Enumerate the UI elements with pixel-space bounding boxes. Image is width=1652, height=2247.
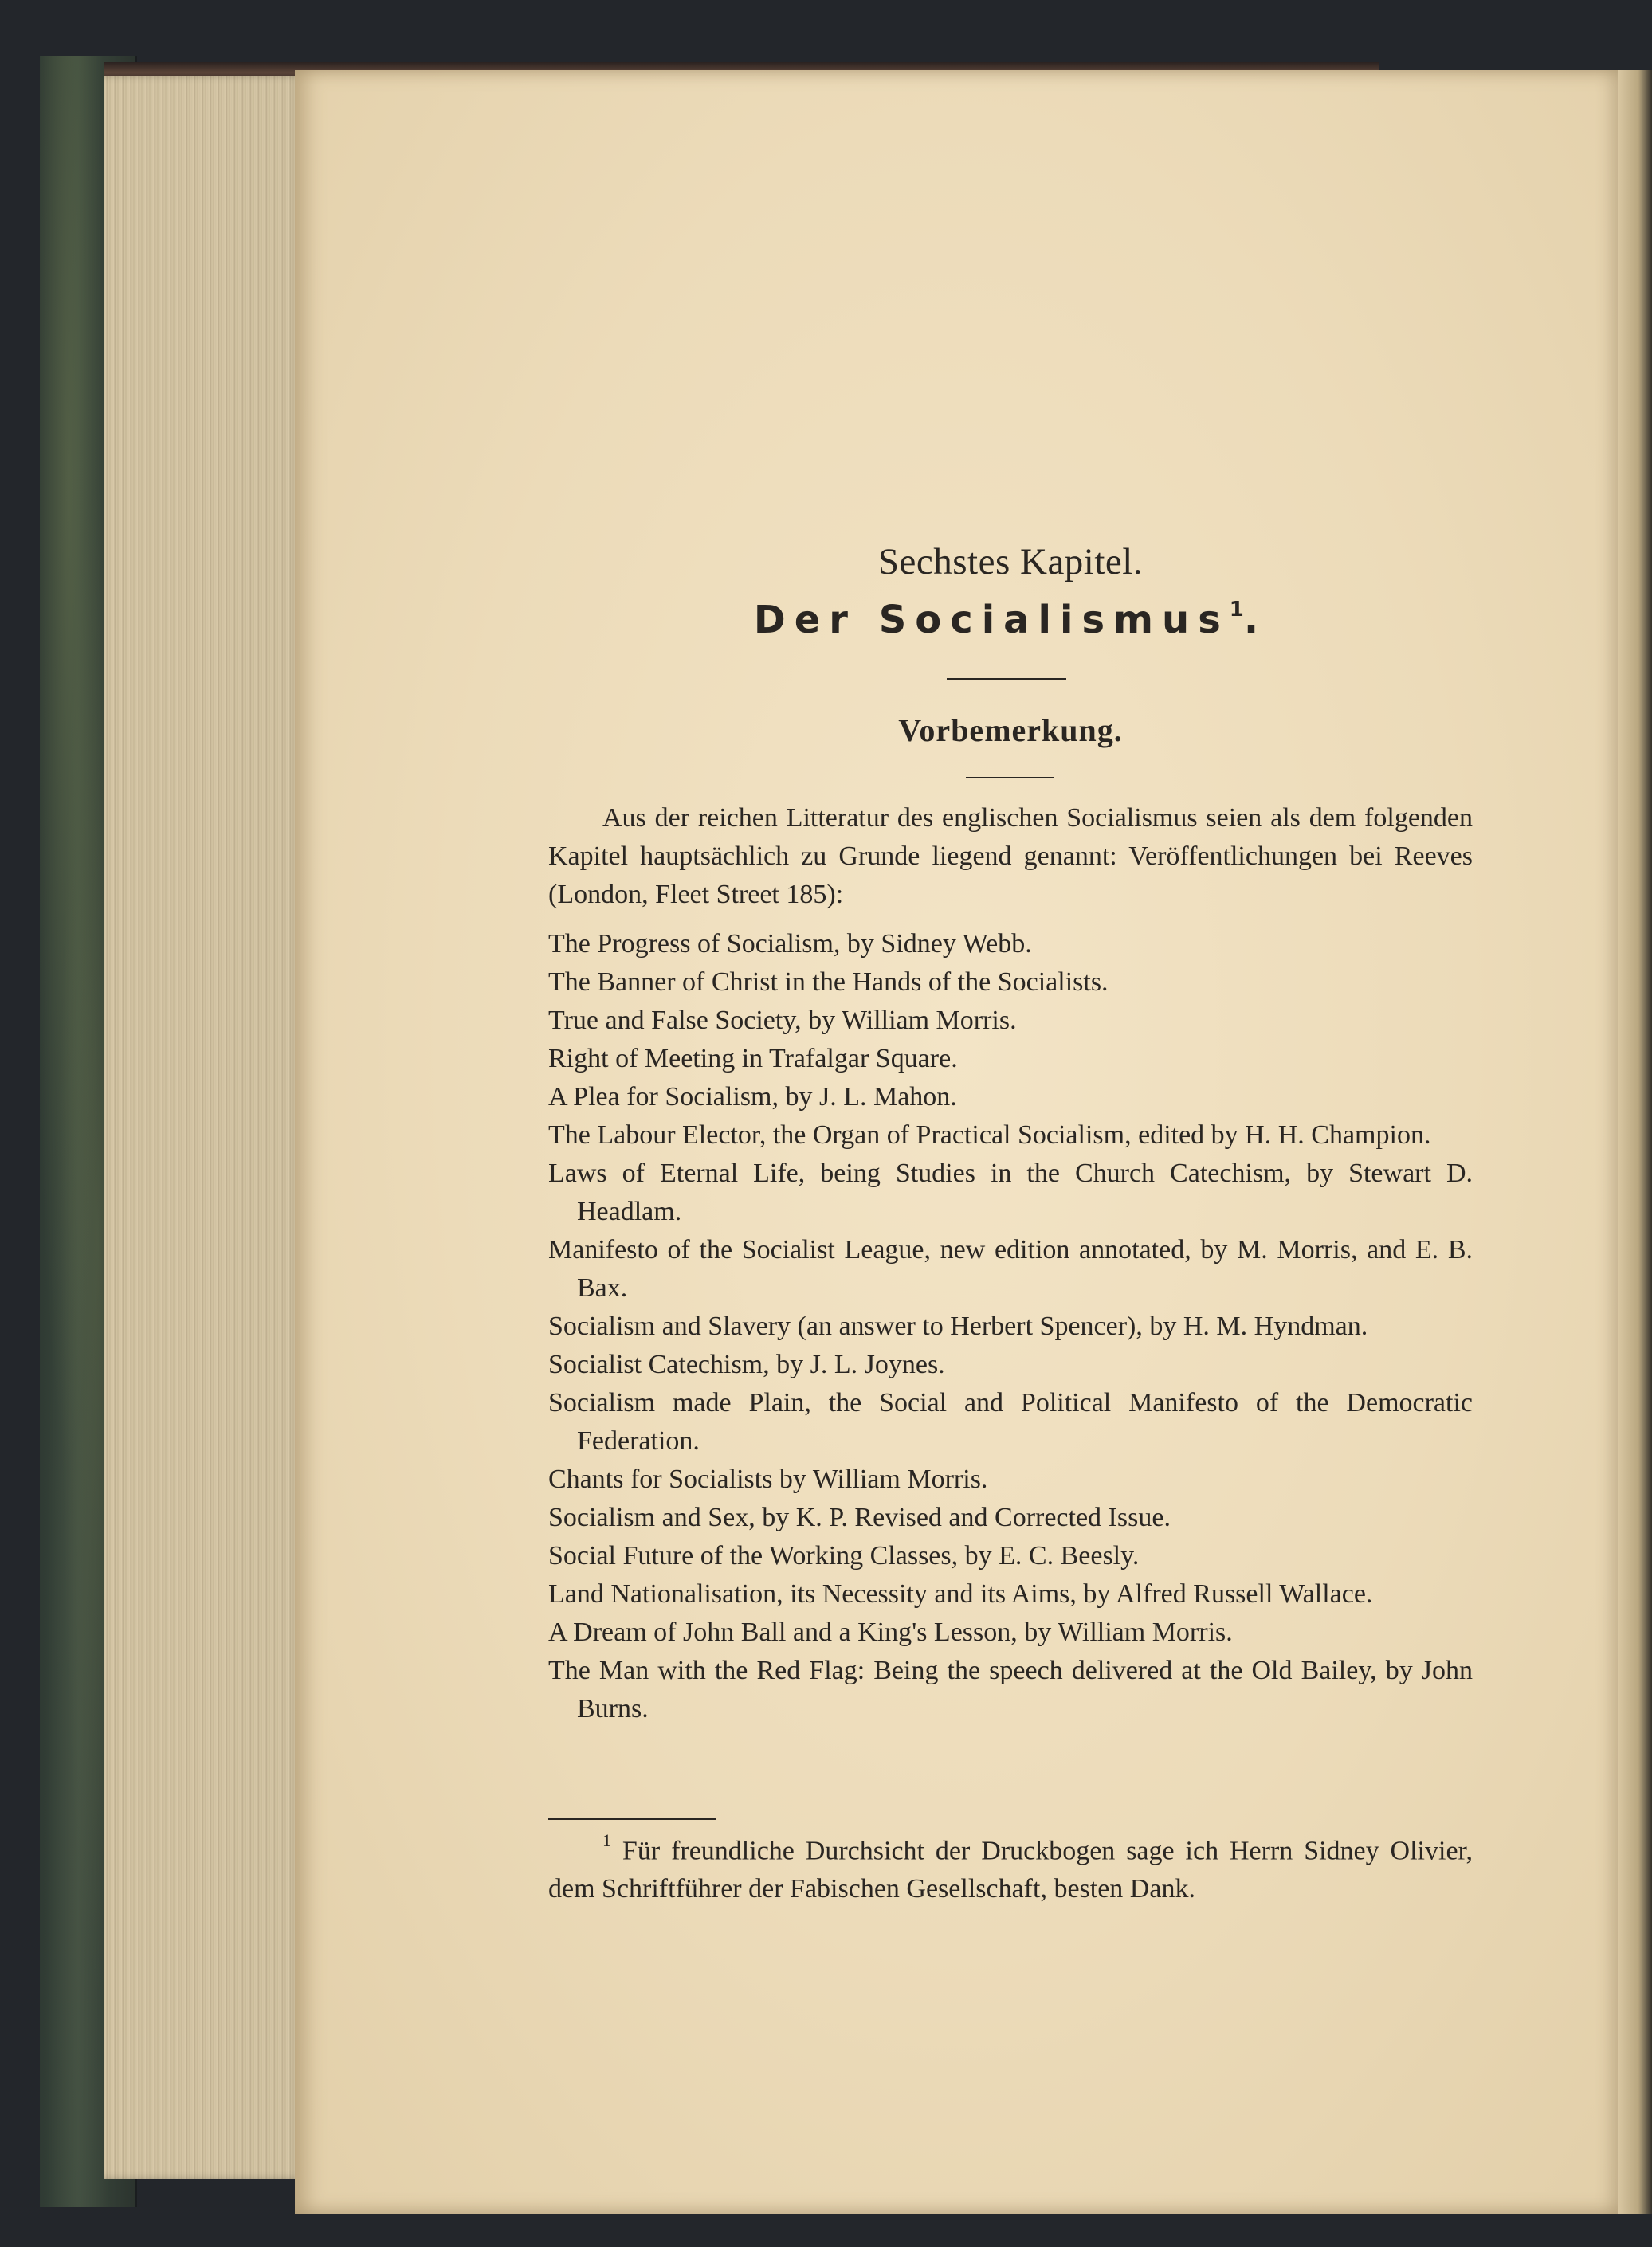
chapter-title-period: .: [1243, 598, 1268, 642]
footnote-text: Für freundliche Durchsicht der Druckbogen sage ich Herrn Sidney Olivier, dem Schriftführer der Fabischen Gesellschaft, besten Dank.: [548, 1836, 1473, 1904]
chapter-heading: Sechstes Kapitel.: [877, 541, 1144, 582]
reference-item: A Dream of John Ball and a King's Lesson, by William Morris.: [548, 1618, 1233, 1647]
reference-item: The Banner of Christ in the Hands of the Socialists.: [548, 967, 1109, 997]
reference-item: Manifesto of the Socialist League, new edition annotated, by M. Morris, and E. B. Bax.: [548, 1235, 1473, 1303]
footnote-rule: [548, 1818, 716, 1820]
reference-item: Socialism and Sex, by K. P. Revised and Corrected Issue.: [548, 1503, 1171, 1532]
reference-item: The Man with the Red Flag: Being the speech delivered at the Old Bailey, by John Burns.: [548, 1656, 1473, 1723]
reference-item: The Labour Elector, the Organ of Practical Socialism, edited by H. H. Champion.: [548, 1120, 1431, 1150]
page-edges: [104, 76, 303, 2179]
section-heading: Vorbemerkung.: [898, 712, 1123, 748]
footnote-reference: 1: [1229, 598, 1244, 622]
footnote: [548, 1825, 1473, 1908]
reference-item: Socialism made Plain, the Social and Political Manifesto of the Democratic Federation.: [548, 1388, 1473, 1456]
reference-item: Socialist Catechism, by J. L. Joynes.: [548, 1350, 945, 1379]
intro-paragraph: Aus der reichen Litteratur des englischen Socialismus seien als dem folgenden Kapitel hauptsächlich zu Grunde liegend genannt: Veröffentlichungen bei Reeves (London, Fleet Street 185):: [548, 803, 1473, 909]
reference-item: True and False Society, by William Morris.: [548, 1006, 1017, 1035]
reference-item: Laws of Eternal Life, being Studies in the Church Catechism, by Stewart D. Headlam.: [548, 1159, 1473, 1226]
footnote-mark: 1: [602, 1830, 611, 1850]
reference-item: The Progress of Socialism, by Sidney Webb.: [548, 929, 1032, 959]
divider-rule: [947, 678, 1066, 680]
reference-item: Chants for Socialists by William Morris.: [548, 1465, 988, 1494]
reference-item: A Plea for Socialism, by J. L. Mahon.: [548, 1082, 957, 1112]
reference-item: Socialism and Slavery (an answer to Herbert Spencer), by H. M. Hyndman.: [548, 1312, 1368, 1341]
reference-item: Land Nationalisation, its Necessity and its Aims, by Alfred Russell Wallace.: [548, 1579, 1373, 1609]
divider-rule: [966, 777, 1054, 778]
chapter-title-text: Der Socialismus: [753, 598, 1230, 642]
page-right-edge: [1618, 70, 1652, 2214]
reference-item: Social Future of the Working Classes, by E. C. Beesly.: [548, 1541, 1140, 1571]
reference-list: [548, 925, 1473, 1728]
reference-item: Right of Meeting in Trafalgar Square.: [548, 1044, 958, 1073]
chapter-title: [548, 598, 1473, 642]
